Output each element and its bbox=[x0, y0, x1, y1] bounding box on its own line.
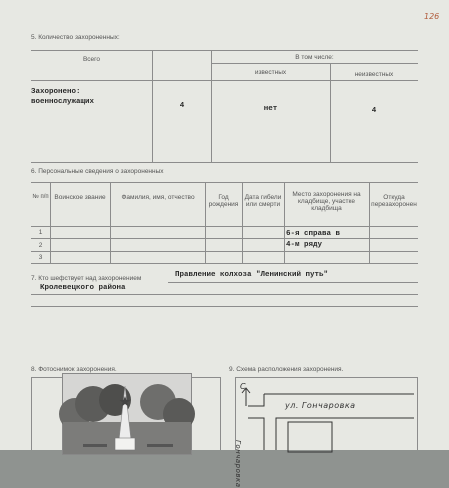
north-letter: С bbox=[240, 382, 246, 391]
section5-title: 5. Количество захороненных: bbox=[31, 34, 120, 41]
header-birth-year: Год рождения bbox=[208, 194, 239, 208]
col-all-header: Всего bbox=[82, 56, 101, 63]
section7-fill-line bbox=[31, 294, 418, 295]
table6-top-line bbox=[31, 182, 418, 183]
row-number-1: 1 bbox=[38, 229, 43, 236]
total-value: 4 bbox=[179, 102, 185, 110]
table6-row-line bbox=[31, 238, 418, 239]
table5-header-bottom-line bbox=[31, 80, 418, 81]
row-label-line1: Захоронено: bbox=[31, 88, 81, 96]
table5-bottom-line bbox=[31, 162, 418, 163]
section8-title: 8. Фотоснимок захоронения. bbox=[31, 366, 117, 373]
scheme-frame-right bbox=[417, 377, 418, 450]
burial-place-line2: 4-м ряду bbox=[286, 241, 323, 249]
burial-place-line1: 6-я справа в bbox=[286, 230, 341, 238]
monument-photo-image bbox=[63, 374, 191, 454]
row-number-2: 2 bbox=[38, 242, 43, 249]
section7-label: 7. Кто шефствует над захоронением bbox=[31, 275, 142, 282]
page-number: 126 bbox=[424, 12, 440, 21]
row-label-line2: военнослужащих bbox=[31, 98, 95, 106]
burial-photo bbox=[62, 373, 192, 455]
table6-header-bottom-line bbox=[31, 226, 418, 227]
known-value: нет bbox=[263, 105, 278, 113]
header-reburied-from: Откуда перезахоронен bbox=[371, 194, 417, 208]
col-unknown-header: неизвестных bbox=[354, 71, 394, 78]
unknown-value: 4 bbox=[371, 107, 377, 115]
patron-line1: Правление колхоза "Ленинский путь" bbox=[175, 271, 329, 279]
photo-frame-right bbox=[220, 377, 221, 450]
table6-row-line bbox=[31, 251, 418, 252]
patron-line2: Кролевецкого района bbox=[40, 284, 126, 292]
section9-title: 9. Схема расположения захоронения. bbox=[229, 366, 344, 373]
header-number: № п/п bbox=[32, 194, 49, 200]
section7-fill-line bbox=[31, 306, 418, 307]
table6-col-line bbox=[110, 182, 111, 263]
location-scheme bbox=[236, 378, 416, 450]
street-label-goncharovka: ул. Гончаровка bbox=[285, 401, 356, 410]
header-name: Фамилия, имя, отчество bbox=[121, 194, 195, 201]
scheme-drawing bbox=[236, 378, 416, 450]
row-number-3: 3 bbox=[38, 254, 43, 261]
col-known-header: известных bbox=[254, 69, 287, 76]
section6-title: 6. Персональные сведения о захороненных bbox=[31, 168, 164, 175]
header-death-date: Дата гибели или смерти bbox=[244, 194, 282, 208]
section7-fill-line bbox=[168, 282, 418, 283]
header-rank: Воинское звание bbox=[54, 194, 106, 201]
table6-col-line bbox=[50, 182, 51, 263]
table5-mid-line bbox=[211, 63, 418, 64]
street-label-vertical: Гончаровка bbox=[234, 440, 242, 488]
header-burial-place: Место захоронения на кладбище, участке кладбища bbox=[292, 191, 361, 212]
col-in-that-number-header: В том числе: bbox=[295, 54, 334, 61]
table5-top-line bbox=[31, 50, 418, 51]
photo-frame-left bbox=[31, 377, 32, 450]
table6-row-line bbox=[31, 263, 418, 264]
